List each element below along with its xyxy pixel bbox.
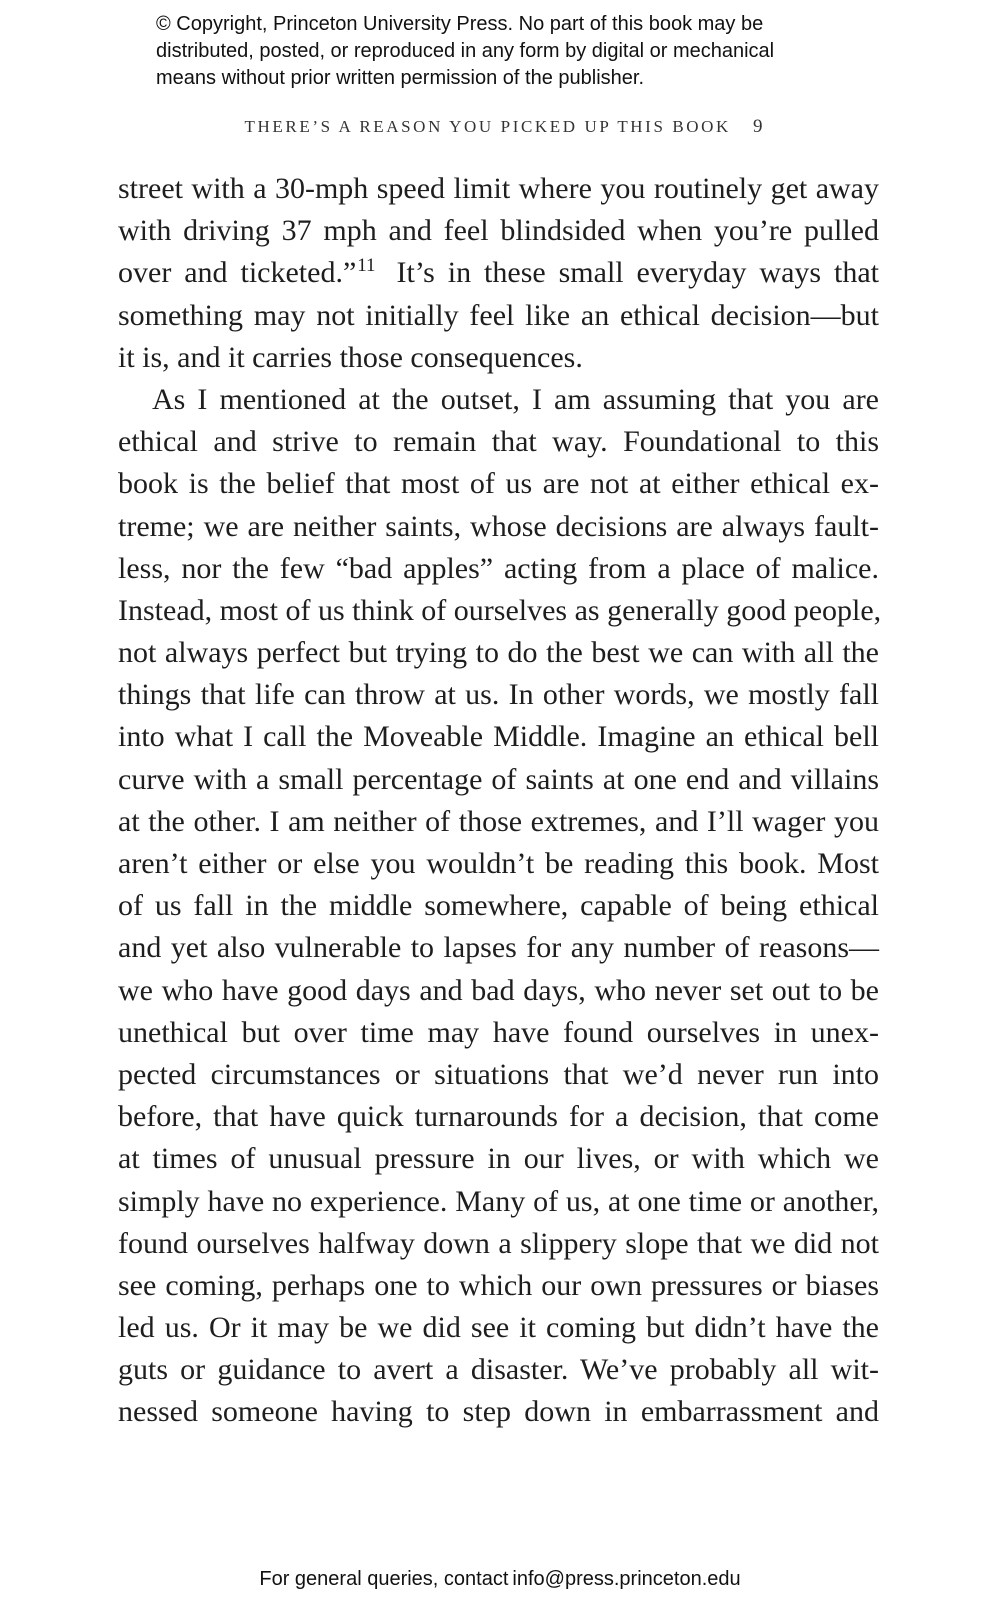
text-line: led us. Or it may be we did see it coming but didn’t have the [118, 1311, 879, 1345]
copyright-line: means without prior written permission of the publisher. [156, 67, 645, 89]
page-number: 9 [752, 116, 763, 137]
text-line: unethical but over time may have found ourselves in unex- [118, 1015, 879, 1049]
running-head [0, 116, 1000, 138]
text-line-with-footnote [118, 252, 879, 294]
body-text [118, 168, 882, 1434]
text-line: less, nor the few “bad apples” acting from a place of malice. [118, 551, 879, 585]
text-line: found ourselves halfway down a slippery slope that we did not [118, 1226, 879, 1260]
text-line: ethical and strive to remain that way. Foundational to this [118, 425, 879, 459]
footnote-reference[interactable]: 11 [357, 255, 376, 277]
text-line: it is, and it carries those consequences. [118, 340, 583, 374]
text-line: of us fall in the middle somewhere, capable of being ethical [118, 889, 879, 923]
text-line: before, that have quick turnarounds for a decision, that come [118, 1100, 879, 1134]
text-line: with driving 37 mph and feel blindsided when you’re pulled [118, 214, 879, 248]
text-fragment: over and ticketed.” [118, 256, 357, 290]
text-line: book is the belief that most of us are not at either ethical ex- [118, 467, 879, 501]
text-line: nessed someone having to step down in embarrassment and [118, 1395, 879, 1429]
text-line: guts or guidance to avert a disaster. We’ve probably all wit- [118, 1353, 879, 1387]
text-line: pected circumstances or situations that we’d never run into [118, 1057, 879, 1091]
text-line: at the other. I am neither of those extremes, and I’ll wager you [118, 804, 879, 838]
text-fragment: It’s in these small everyday ways that [396, 256, 879, 290]
copyright-line: © Copyright, Princeton University Press. No part of this book may be [156, 13, 764, 35]
copyright-notice [156, 11, 916, 92]
text-line: street with a 30-mph speed limit where you routinely get away [118, 172, 879, 205]
text-line: Instead, most of us think of ourselves as generally good people, [118, 593, 882, 627]
text-line: simply have no experience. Many of us, at one time or another, [118, 1184, 879, 1218]
chapter-title: THERE’S A REASON YOU PICKED UP THIS BOOK [244, 117, 731, 136]
text-line: something may not initially feel like an ethical decision—but [118, 298, 879, 332]
text-line: at times of unusual pressure in our lives, or with which we [118, 1142, 879, 1176]
contact-email-link[interactable]: info@press.princeton.edu [512, 1568, 741, 1590]
text-line: curve with a small percentage of saints at one end and villains [118, 762, 879, 796]
text-line: not always perfect but trying to do the best we can with all the [118, 636, 879, 670]
copyright-line: distributed, posted, or reproduced in any form by digital or mechanical [156, 40, 775, 62]
text-line: into what I call the Moveable Middle. Imagine an ethical bell [118, 720, 879, 754]
text-line: we who have good days and bad days, who never set out to be [118, 973, 879, 1007]
text-line: and yet also vulnerable to lapses for any number of reasons— [118, 931, 879, 965]
text-line: see coming, perhaps one to which our own pressures or biases [118, 1268, 879, 1302]
footer-label: For general queries, contact [259, 1568, 509, 1590]
text-line: As I mentioned at the outset, I am assuming that you are [152, 382, 879, 416]
text-line: treme; we are neither saints, whose decisions are always fault- [118, 509, 879, 543]
footer [0, 1568, 1000, 1591]
text-line: things that life can throw at us. In other words, we mostly fall [118, 678, 879, 712]
text-line: aren’t either or else you wouldn’t be reading this book. Most [118, 847, 879, 880]
